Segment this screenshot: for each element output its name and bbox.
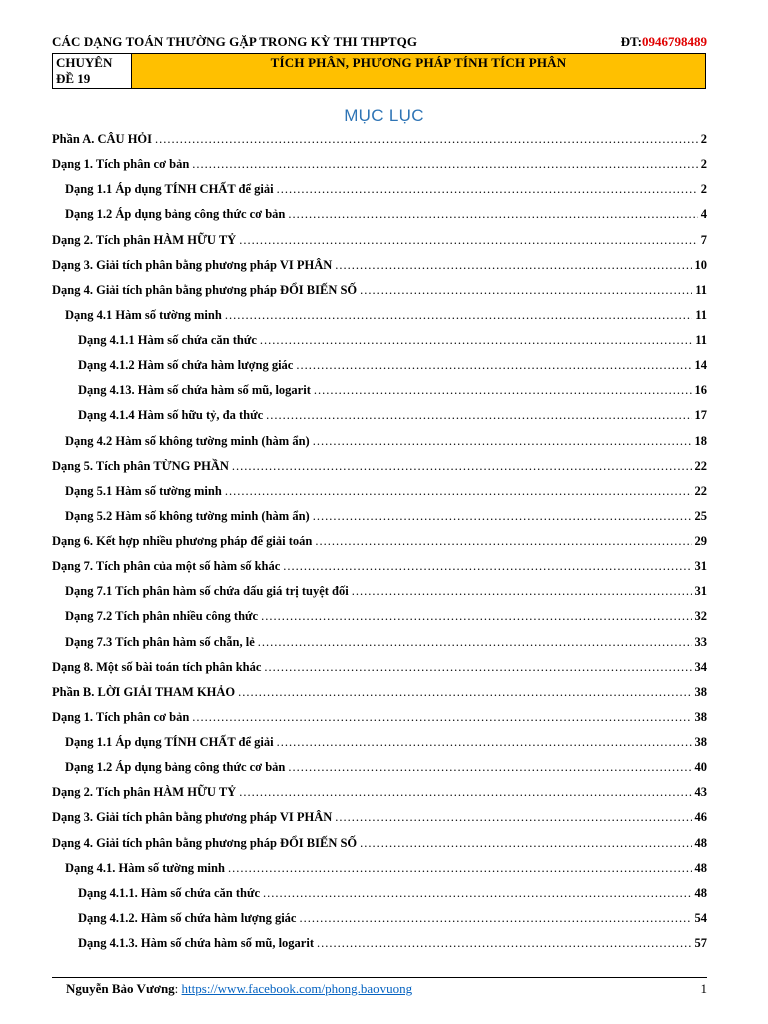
toc-entry-page: 54 [694, 910, 707, 925]
header-title: CÁC DẠNG TOÁN THƯỜNG GẶP TRONG KỲ THI THPTQG [52, 34, 418, 49]
toc-entry[interactable] [52, 258, 707, 276]
toc-leader-dots [264, 660, 691, 675]
toc-entry-title: Dạng 5.1 Hàm số tường minh [65, 483, 222, 498]
toc-leader-dots [266, 408, 691, 423]
toc-entry[interactable] [78, 408, 707, 426]
toc-leader-dots [225, 308, 692, 323]
toc-entry-title: Dạng 4.1.1. Hàm số chứa căn thức [78, 885, 261, 900]
toc-entry[interactable] [65, 635, 707, 653]
toc-entry-title: Dạng 1. Tích phân cơ bản [52, 157, 190, 172]
toc-entry[interactable] [78, 358, 707, 376]
toc-entry[interactable] [52, 132, 707, 150]
toc-entry[interactable] [52, 559, 707, 577]
toc-leader-dots [225, 484, 692, 499]
toc-entry-title: Dạng 8. Một số bài toán tích phân khác [52, 659, 262, 674]
toc-entry[interactable] [52, 283, 707, 301]
toc-entry-page: 43 [694, 785, 707, 800]
toc-entry-page: 40 [694, 760, 707, 775]
toc-leader-dots [315, 534, 691, 549]
toc-entry[interactable] [78, 911, 707, 929]
toc-entry-title: Dạng 1.1 Áp dụng TÍNH CHẤT để giải [65, 182, 274, 197]
toc-entry-page: 48 [694, 885, 707, 900]
chapter-box [52, 53, 706, 89]
toc-entry[interactable] [52, 534, 707, 552]
toc-entry-page: 48 [694, 860, 707, 875]
toc-entry-page: 46 [694, 810, 707, 825]
chapter-label-line1: CHUYÊN [56, 55, 113, 70]
toc-entry-title: Dạng 5.2 Hàm số không tường minh (hàm ẩn) [65, 508, 310, 523]
toc-entry-page: 31 [694, 584, 707, 599]
chapter-label-line2: ĐỀ 19 [56, 71, 91, 86]
toc-entry-title: Phần A. CÂU HỎI [52, 132, 153, 146]
header-phone [621, 34, 707, 50]
toc-entry-page: 14 [694, 358, 707, 373]
toc-entry-title: Dạng 1.1 Áp dụng TÍNH CHẤT để giải [65, 735, 274, 749]
toc-entry-page: 2 [700, 182, 707, 197]
toc-entry[interactable] [65, 861, 707, 879]
toc-entry[interactable] [65, 735, 707, 753]
toc-entry-title: Dạng 4. Giải tích phân bằng phương pháp ĐỔI BIẾN SỐ [52, 282, 358, 297]
toc-entry-title: Dạng 4.1 Hàm số tường minh [65, 307, 222, 322]
toc-entry-title: Dạng 4. Giải tích phân bằng phương pháp ĐỔI BIẾN SỐ [52, 835, 358, 850]
toc-entry[interactable] [65, 308, 707, 326]
toc-entry-title: Dạng 1.2 Áp dụng bảng công thức cơ bản [65, 207, 286, 222]
toc-entry[interactable] [65, 434, 707, 452]
toc-entry-title: Dạng 6. Kết hợp nhiều phương pháp để giải toán [52, 534, 313, 548]
toc-entry-page: 33 [694, 634, 707, 649]
toc-entry-page: 2 [700, 157, 707, 172]
toc-entry[interactable] [65, 509, 707, 527]
toc-entry-page: 22 [694, 458, 707, 473]
toc-entry-title: Dạng 2. Tích phân HÀM HỮU TỶ [52, 232, 237, 247]
toc-entry[interactable] [65, 182, 707, 200]
toc-entry-title: Dạng 4.1.2. Hàm số chứa hàm lượng giác [78, 910, 297, 925]
toc-entry[interactable] [52, 233, 707, 251]
toc-entry[interactable] [78, 886, 707, 904]
toc-entry-page: 25 [694, 508, 707, 523]
toc-entry-page: 17 [694, 408, 707, 423]
toc-leader-dots [239, 233, 698, 248]
toc-leader-dots [288, 760, 691, 775]
toc-entry-title: Dạng 3. Giải tích phân bằng phương pháp VI PHÂN [52, 810, 333, 825]
toc-leader-dots [283, 559, 691, 574]
toc-leader-dots [238, 685, 691, 700]
page-number: 1 [700, 981, 707, 996]
toc-entry-page: 22 [694, 483, 707, 498]
toc-entry-title: Dạng 4.13. Hàm số chứa hàm số mũ, logarit [78, 383, 311, 398]
toc-leader-dots [314, 383, 692, 398]
toc-entry-title: Phần B. LỜI GIẢI THAM KHẢO [52, 684, 236, 699]
toc-leader-dots [317, 936, 692, 951]
toc-entry-page: 32 [694, 609, 707, 624]
toc-entry-title: Dạng 5. Tích phân TỪNG PHẦN [52, 458, 229, 473]
toc-entry-title: Dạng 7.2 Tích phân nhiều công thức [65, 609, 259, 624]
toc-leader-dots [263, 886, 691, 901]
footer-divider [52, 977, 707, 978]
toc-leader-dots [299, 911, 691, 926]
toc-entry[interactable] [78, 333, 707, 351]
chapter-label [53, 54, 132, 88]
toc-entry-page: 11 [695, 282, 707, 297]
toc-leader-dots [192, 710, 691, 725]
toc-leader-dots [155, 132, 698, 147]
toc-entry[interactable] [52, 785, 707, 803]
toc-entry[interactable] [52, 157, 707, 175]
toc-entry-page: 29 [694, 534, 707, 548]
toc-entry-page: 38 [694, 735, 707, 749]
toc-entry-page: 48 [694, 835, 707, 850]
toc-entry-title: Dạng 1.2 Áp dụng bảng công thức cơ bản [65, 760, 286, 775]
toc-entry[interactable] [52, 810, 707, 828]
phone-number: 0946798489 [642, 34, 707, 49]
toc-leader-dots [239, 785, 691, 800]
toc-title: MỤC LỤC [344, 106, 424, 125]
toc-entry[interactable] [52, 685, 707, 703]
toc-leader-dots [352, 584, 692, 599]
toc-entry-page: 18 [694, 433, 707, 448]
phone-prefix: ĐT: [620, 34, 642, 49]
toc-entry[interactable] [52, 660, 707, 678]
toc-entry[interactable] [78, 383, 707, 401]
footer-link[interactable]: https://www.facebook.com/phong.baovuong [181, 981, 413, 996]
toc-leader-dots [360, 836, 691, 851]
toc-leader-dots [335, 258, 691, 273]
toc-entry-page: 11 [695, 333, 707, 347]
toc-entry[interactable] [52, 459, 707, 477]
toc-leader-dots [260, 333, 692, 348]
toc-entry-title: Dạng 4.1.3. Hàm số chứa hàm số mũ, logarit [78, 936, 314, 950]
chapter-name: TÍCH PHÂN, PHƯƠNG PHÁP TÍNH TÍCH PHÂN [132, 54, 705, 88]
toc-leader-dots [360, 283, 692, 298]
toc-entry-page: 4 [700, 207, 707, 222]
toc-entry-title: Dạng 4.2 Hàm số không tường minh (hàm ẩn) [65, 433, 310, 448]
toc-entry-page: 2 [700, 132, 707, 146]
toc-leader-dots [228, 861, 692, 876]
toc-leader-dots [232, 459, 692, 474]
toc-entry[interactable] [65, 584, 707, 602]
page-header [52, 34, 707, 52]
footer-separator: : [174, 981, 182, 996]
toc-leader-dots [192, 157, 697, 172]
toc-entry-title: Dạng 1. Tích phân cơ bản [52, 709, 190, 724]
toc-entry-title: Dạng 4.1.2 Hàm số chứa hàm lượng giác [78, 358, 294, 373]
toc-entry-page: 57 [694, 936, 707, 950]
toc-leader-dots [261, 609, 691, 624]
toc-entry-title: Dạng 4.1.4 Hàm số hữu tỷ, đa thức [78, 408, 264, 423]
toc-entry-title: Dạng 7.1 Tích phân hàm số chứa dấu giá trị tuyệt đối [65, 584, 349, 599]
toc-entry-title: Dạng 4.1.1 Hàm số chứa căn thức [78, 333, 257, 347]
toc-entry[interactable] [65, 207, 707, 225]
toc-leader-dots [277, 182, 698, 197]
toc-entry[interactable] [65, 760, 707, 778]
toc-entry[interactable] [52, 836, 707, 854]
toc-leader-dots [277, 735, 692, 750]
toc-leader-dots [258, 635, 692, 650]
footer-author: Nguyễn Bảo Vương [66, 981, 175, 996]
toc-entry[interactable] [52, 710, 707, 728]
toc-leader-dots [296, 358, 691, 373]
toc-entry-page: 7 [700, 232, 707, 247]
toc-entry-title: Dạng 2. Tích phân HÀM HỮU TỶ [52, 785, 237, 800]
toc-leader-dots [335, 810, 691, 825]
toc-entry-title: Dạng 7.3 Tích phân hàm số chẵn, lẻ [65, 634, 255, 649]
toc-leader-dots [313, 509, 692, 524]
toc-entry-title: Dạng 7. Tích phân của một số hàm số khác [52, 559, 281, 574]
toc-entry-title: Dạng 4.1. Hàm số tường minh [65, 860, 225, 875]
page-footer [66, 981, 707, 999]
toc-entry[interactable] [78, 936, 707, 954]
toc-entry-page: 10 [694, 257, 707, 272]
toc-entry[interactable] [65, 484, 707, 502]
toc-entry-page: 11 [695, 307, 707, 322]
toc-entry-page: 31 [694, 559, 707, 574]
toc-leader-dots [313, 434, 692, 449]
toc-entry-title: Dạng 3. Giải tích phân bằng phương pháp VI PHÂN [52, 257, 333, 272]
toc-entry[interactable] [65, 609, 707, 627]
toc-entry-page: 16 [694, 383, 707, 398]
toc-entry-page: 38 [694, 684, 707, 699]
toc-entry-page: 38 [694, 709, 707, 724]
toc-entry-page: 34 [694, 659, 707, 674]
toc-leader-dots [288, 207, 697, 222]
